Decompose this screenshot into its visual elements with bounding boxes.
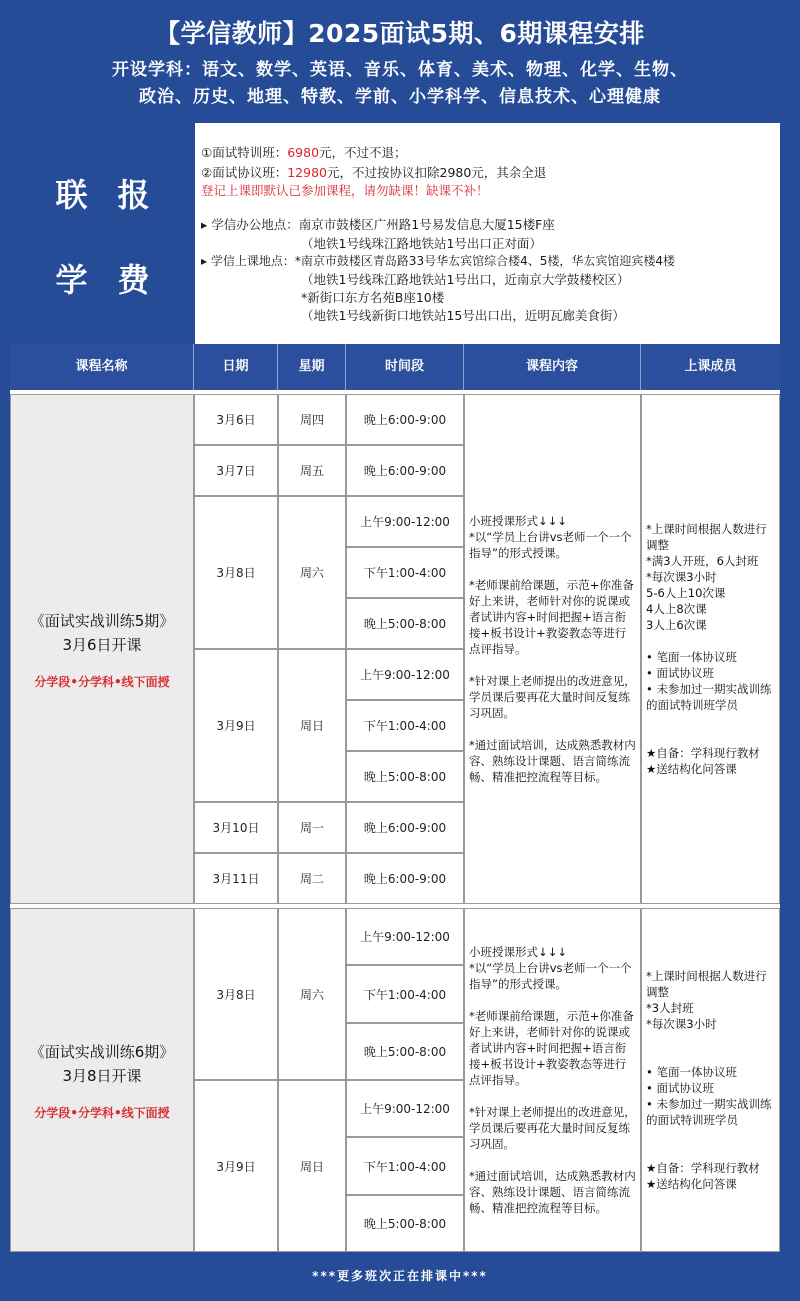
s5-members-cell bbox=[641, 394, 780, 904]
s6-content-cell bbox=[464, 908, 641, 1252]
header-time: 时间段 bbox=[346, 344, 464, 390]
s6-time-1c: 晚上5:00-8:00 bbox=[346, 1023, 464, 1080]
class-address: ▸ 学信上课地点：*南京市鼓楼区青岛路33号华厷宾馆综合楼4、5楼，华厷宾馆迎宾楼4楼 bbox=[201, 254, 676, 268]
class-address-note-2: *新街口东方名苑B座10楼 bbox=[301, 290, 445, 305]
s5-time-1: 晚上6:00-9:00 bbox=[346, 394, 464, 445]
s5-time-3c: 晚上5:00-8:00 bbox=[346, 598, 464, 649]
header-members: 上课成员 bbox=[641, 344, 780, 390]
s6-members: *上课时间根据人数进行调整 *3人封班 *每次课3小时 • 笔面一体协议班 • 面试协议班 • 未参加过一期实战训练的面试特训班学员 ★自备：学科现行教材 ★送结构化问答课 bbox=[646, 969, 772, 1191]
s6-time-2c: 晚上5:00-8:00 bbox=[346, 1195, 464, 1252]
office-address: ▸ 学信办公地点：南京市鼓楼区广州路1号易发信息大厦15楼F座 bbox=[201, 217, 555, 232]
s6-week-2: 周日 bbox=[278, 1080, 346, 1252]
s5-time-6: 晚上6:00-9:00 bbox=[346, 853, 464, 904]
course-6-title: 《面试实战训练6期》 bbox=[29, 1042, 175, 1061]
header-content: 课程内容 bbox=[464, 344, 641, 390]
s5-week-6: 周二 bbox=[278, 853, 346, 904]
s5-date-1: 3月6日 bbox=[194, 394, 278, 445]
s6-time-1a: 上午9:00-12:00 bbox=[346, 908, 464, 965]
s5-time-4c: 晚上5:00-8:00 bbox=[346, 751, 464, 802]
class-address-note-3: （地铁1号线新街口地铁站15号出口出，近明瓦廊美食街） bbox=[301, 308, 625, 323]
header-weekday: 星期 bbox=[278, 344, 346, 390]
fee2-rest: 元，不过按协议扣除2980元，其余全退 bbox=[326, 165, 547, 180]
s5-members: *上课时间根据人数进行调整 *满3人开班，6人封班 *每次课3小时 5-6人上10次课 4人上8次课 3人上6次课 • 笔面一体协议班 • 面试协议班 • 未参加过一期实战训练的面试特训班学员 ★自备：学科现行教材 ★送结构化问答课 bbox=[646, 522, 772, 776]
s5-time-3b: 下午1:00-4:00 bbox=[346, 547, 464, 598]
s5-time-4b: 下午1:00-4:00 bbox=[346, 700, 464, 751]
s6-time-1b: 下午1:00-4:00 bbox=[346, 965, 464, 1023]
office-address-note: （地铁1号线珠江路地铁站1号出口正对面） bbox=[301, 236, 542, 251]
info-box bbox=[195, 123, 780, 344]
s5-week-1: 周四 bbox=[278, 394, 346, 445]
course-5-start: 3月6日开课 bbox=[62, 635, 142, 654]
course-5-title: 《面试实战训练5期》 bbox=[29, 611, 175, 630]
s6-time-2b: 下午1:00-4:00 bbox=[346, 1137, 464, 1195]
s6-week-1: 周六 bbox=[278, 908, 346, 1080]
course-6-start: 3月8日开课 bbox=[62, 1066, 142, 1085]
course-6-cell bbox=[10, 908, 194, 1252]
s5-time-2: 晚上6:00-9:00 bbox=[346, 445, 464, 496]
page-title: 【学信教师】2025面试5期、6期课程安排 bbox=[155, 19, 645, 48]
s5-time-4a: 上午9:00-12:00 bbox=[346, 649, 464, 700]
s5-week-3: 周六 bbox=[278, 496, 346, 649]
s5-content: 小班授课形式↓↓↓ *以“学员上台讲vs老师一个一个指导”的形式授课。 *老师课前给课题，示范+你准备好上来讲，老师针对你的说课或者试讲内容+时间把握+语言衔接+板书设计+教姿教态等进行点评指导。 *针对课上老师提出的改进意见，学员课后要再花大量时间反复练习巩固。 *通过面试培训，达成熟悉教材内容、熟练设计课题、语言简练流畅、精准把控流程等目标。 bbox=[469, 514, 636, 784]
fee1-rest: 元，不过不退； bbox=[319, 145, 407, 160]
subjects-line-2: 政治、历史、地理、特教、学前、小学科学、信息技术、心理健康 bbox=[139, 87, 661, 107]
s6-time-2a: 上午9:00-12:00 bbox=[346, 1080, 464, 1137]
course-5-cell bbox=[10, 394, 194, 904]
s5-time-3a: 上午9:00-12:00 bbox=[346, 496, 464, 547]
s6-members-cell bbox=[641, 908, 780, 1252]
fee1-label: ①面试特训班： bbox=[201, 145, 288, 160]
class-address-note-1: （地铁1号线珠江路地铁站1号出口，近南京大学鼓楼校区） bbox=[301, 272, 630, 287]
s5-week-5: 周一 bbox=[278, 802, 346, 853]
notice-text: 登记上课即默认已参加课程，请勿缺课！缺课不补！ bbox=[201, 183, 489, 198]
course-6-tag: 分学段•分学科•线下面授 bbox=[34, 1105, 170, 1120]
s5-time-5: 晚上6:00-9:00 bbox=[346, 802, 464, 853]
fee2-label: ②面试协议班： bbox=[201, 165, 288, 180]
s5-date-5: 3月10日 bbox=[194, 802, 278, 853]
s5-date-2: 3月7日 bbox=[194, 445, 278, 496]
fee1-price: 6980 bbox=[287, 145, 320, 160]
info-word-joint: 联报 bbox=[55, 176, 180, 214]
s5-date-4: 3月9日 bbox=[194, 649, 278, 802]
s6-date-1: 3月8日 bbox=[194, 908, 278, 1080]
s5-content-cell bbox=[464, 394, 641, 904]
subjects-line-1: 开设学科：语文、数学、英语、音乐、体育、美术、物理、化学、生物、 bbox=[112, 60, 688, 80]
fee2-price: 12980 bbox=[287, 165, 327, 180]
header-date: 日期 bbox=[194, 344, 278, 390]
s5-date-6: 3月11日 bbox=[194, 853, 278, 904]
info-left-panel bbox=[10, 123, 195, 344]
s6-date-2: 3月9日 bbox=[194, 1080, 278, 1252]
s6-content: 小班授课形式↓↓↓ *以“学员上台讲vs老师一个一个指导”的形式授课。 *老师课前给课题，示范+你准备好上来讲，老师针对你的说课或者试讲内容+时间把握+语言衔接+板书设计+教姿教态等进行点评指导。 *针对课上老师提出的改进意见，学员课后要再花大量时间反复练习巩固。 *通过面试培训，达成熟悉教材内容、熟练设计课题、语言简练流畅、精准把控流程等目标。 bbox=[469, 945, 636, 1215]
header-course-name: 课程名称 bbox=[10, 344, 194, 390]
fee-line-1 bbox=[201, 143, 407, 161]
s5-week-4: 周日 bbox=[278, 649, 346, 802]
s5-date-3: 3月8日 bbox=[194, 496, 278, 649]
footer-banner: ***更多班次正在排课中*** bbox=[0, 1252, 800, 1301]
s5-week-2: 周五 bbox=[278, 445, 346, 496]
info-word-fee: 学费 bbox=[55, 261, 180, 299]
course-5-tag: 分学段•分学科•线下面授 bbox=[34, 674, 170, 689]
fee-line-2 bbox=[201, 163, 546, 181]
